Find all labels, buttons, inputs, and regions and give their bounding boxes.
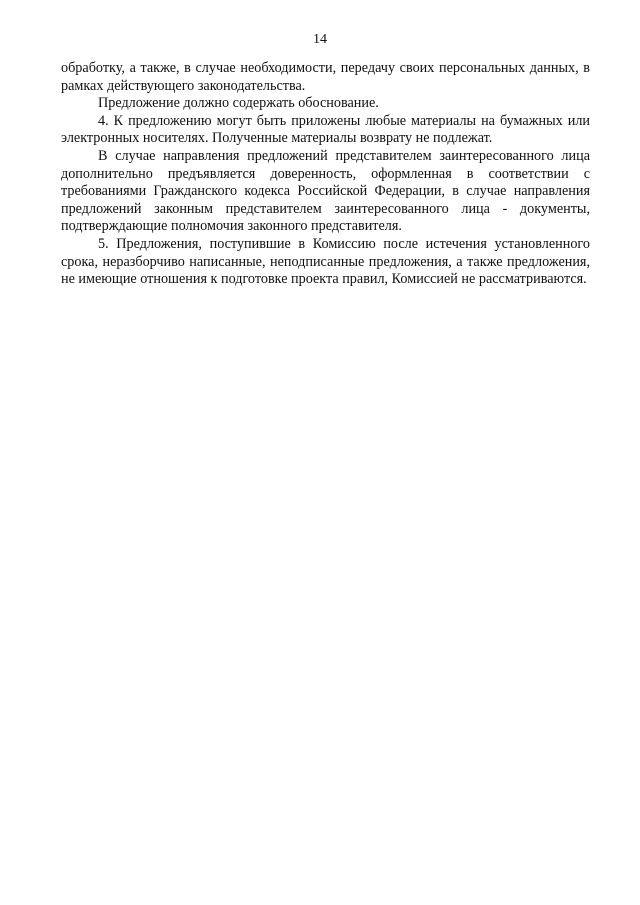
paragraph-justification-requirement: Предложение должно содержать обоснование. xyxy=(98,95,379,112)
paragraph-item-5-not-considered: 5. Предложения, поступившие в Комиссию после истечения установленного срока, неразборчиво написанные, неподписанные предложения, а также предложения, не имеющие отношения к подготовке проекта правил, Комиссией не рассматриваются. xyxy=(61,235,590,288)
paragraph-personal-data-continuation: обработку, а также, в случае необходимости, передачу своих персональных данных, в рамках действующего законодательства. xyxy=(61,60,590,94)
document-body xyxy=(61,60,590,289)
paragraph-item-4-attachments: 4. К предложению могут быть приложены любые материалы на бумажных или электронных носителях. Полученные материалы возврату не подлежат. xyxy=(61,112,590,147)
page-number: 14 xyxy=(313,32,327,47)
paragraph-representative-documents: В случае направления предложений представителем заинтересованного лица дополнительно предъявляется доверенность, оформленная в соответствии с требованиями Гражданского кодекса Российской Федерации, в случае направления предложений законным представителем заинтересованного лица - документы, подтверждающие полномочия законного представителя. xyxy=(61,147,590,235)
